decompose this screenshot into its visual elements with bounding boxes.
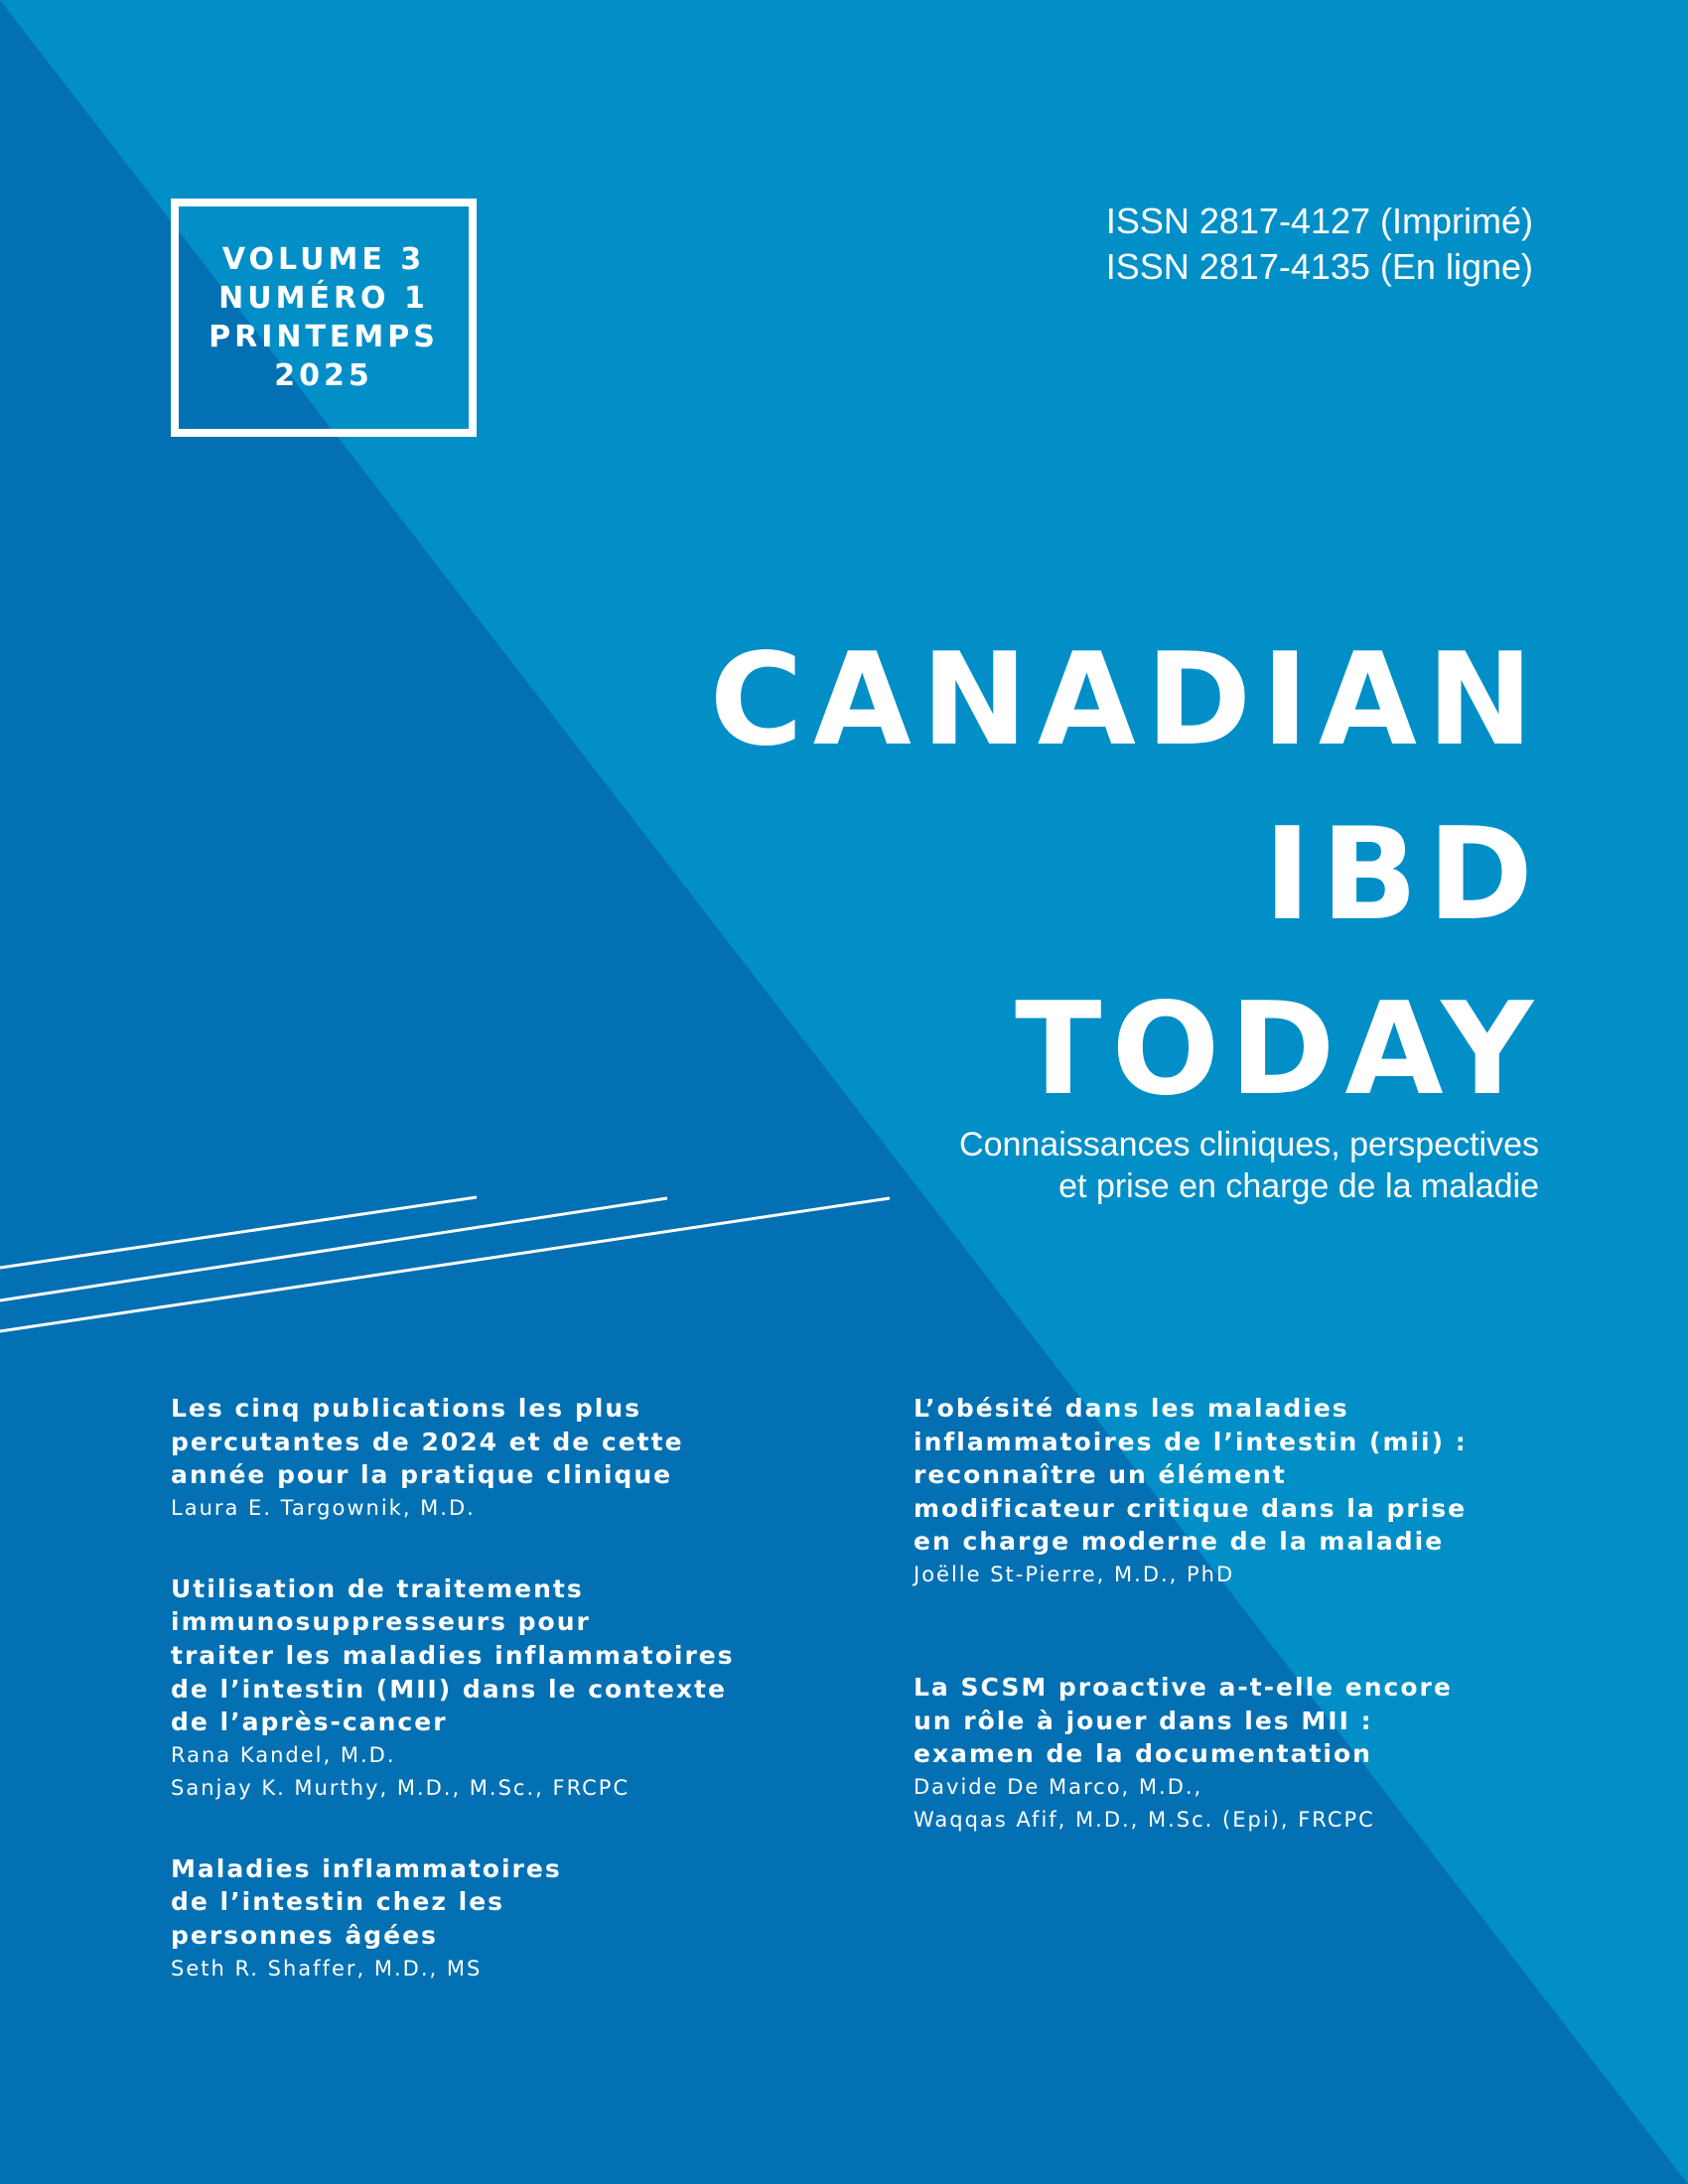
article-item [914,1671,1569,1837]
article-title-line: traiter les maladies inflammatoires [171,1640,735,1670]
article-title-line: reconnaître un élément [914,1460,1287,1490]
article-title-line: de l’intestin (MII) dans le contexte [171,1674,727,1704]
article-item [171,1392,826,1525]
title-line-1: CANADIAN [709,626,1543,774]
article-author: Waqqas Afif, M.D., M.Sc. (Epi), FRCPC [914,1807,1375,1832]
issue-season: PRINTEMPS [209,320,439,354]
article-title-line: examen de la documentation [914,1739,1372,1769]
article-item [914,1392,1569,1591]
tagline-line-1: Connaissances cliniques, perspectives [959,1126,1539,1163]
article-author: Sanjay K. Murthy, M.D., M.Sc., FRCPC [171,1775,631,1800]
article-author: Laura E. Targownik, M.D. [171,1495,476,1520]
title-line-3: TODAY [1015,976,1543,1124]
issue-volume: VOLUME 3 [221,242,426,277]
issn-print: ISSN 2817-4127 (Imprimé) [1105,201,1533,241]
article-title-line: immunosuppresseurs pour [171,1607,591,1637]
issue-number: NUMÉRO 1 [218,281,429,316]
article-item [171,1852,826,1985]
article-title-line: un rôle à jouer dans les MII : [914,1706,1373,1735]
articles-right-column [914,1392,1569,1916]
article-title-line: percutantes de 2024 et de cette [171,1427,684,1456]
journal-tagline [959,1124,1539,1207]
article-title-line: de l’après-cancer [171,1707,448,1737]
article-title-line: Les cinq publications les plus [171,1394,642,1423]
issn-block [1106,199,1533,290]
article-title-line: modificateur critique dans la prise [914,1493,1468,1523]
tagline-line-2: et prise en charge de la maladie [1058,1167,1539,1205]
article-author: Joëlle St-Pierre, M.D., PhD [914,1562,1235,1586]
article-item [171,1572,826,1805]
issue-year: 2025 [274,358,373,393]
article-title-line: année pour la pratique clinique [171,1460,673,1490]
article-title-line: inflammatoires de l’intestin (mii) : [914,1427,1468,1456]
article-author: Davide De Marco, M.D., [914,1774,1203,1799]
article-author: Rana Kandel, M.D. [171,1742,396,1767]
article-title-line: personnes âgées [171,1920,438,1950]
article-title-line: L’obésité dans les maladies [914,1394,1349,1423]
article-title-line: en charge moderne de la maladie [914,1527,1445,1557]
issue-info-box [171,199,477,437]
article-title-line: Utilisation de traitements [171,1573,584,1603]
articles-left-column [171,1392,826,2033]
article-title-line: Maladies inflammatoires [171,1853,562,1883]
article-title-line: de l’intestin chez les [171,1887,505,1917]
title-line-2: IBD [1263,801,1543,949]
journal-title [709,614,1543,1138]
issn-online: ISSN 2817-4135 (En ligne) [1105,246,1533,287]
article-title-line: La SCSM proactive a-t-elle encore [914,1672,1453,1702]
article-author: Seth R. Shaffer, M.D., MS [171,1956,483,1980]
